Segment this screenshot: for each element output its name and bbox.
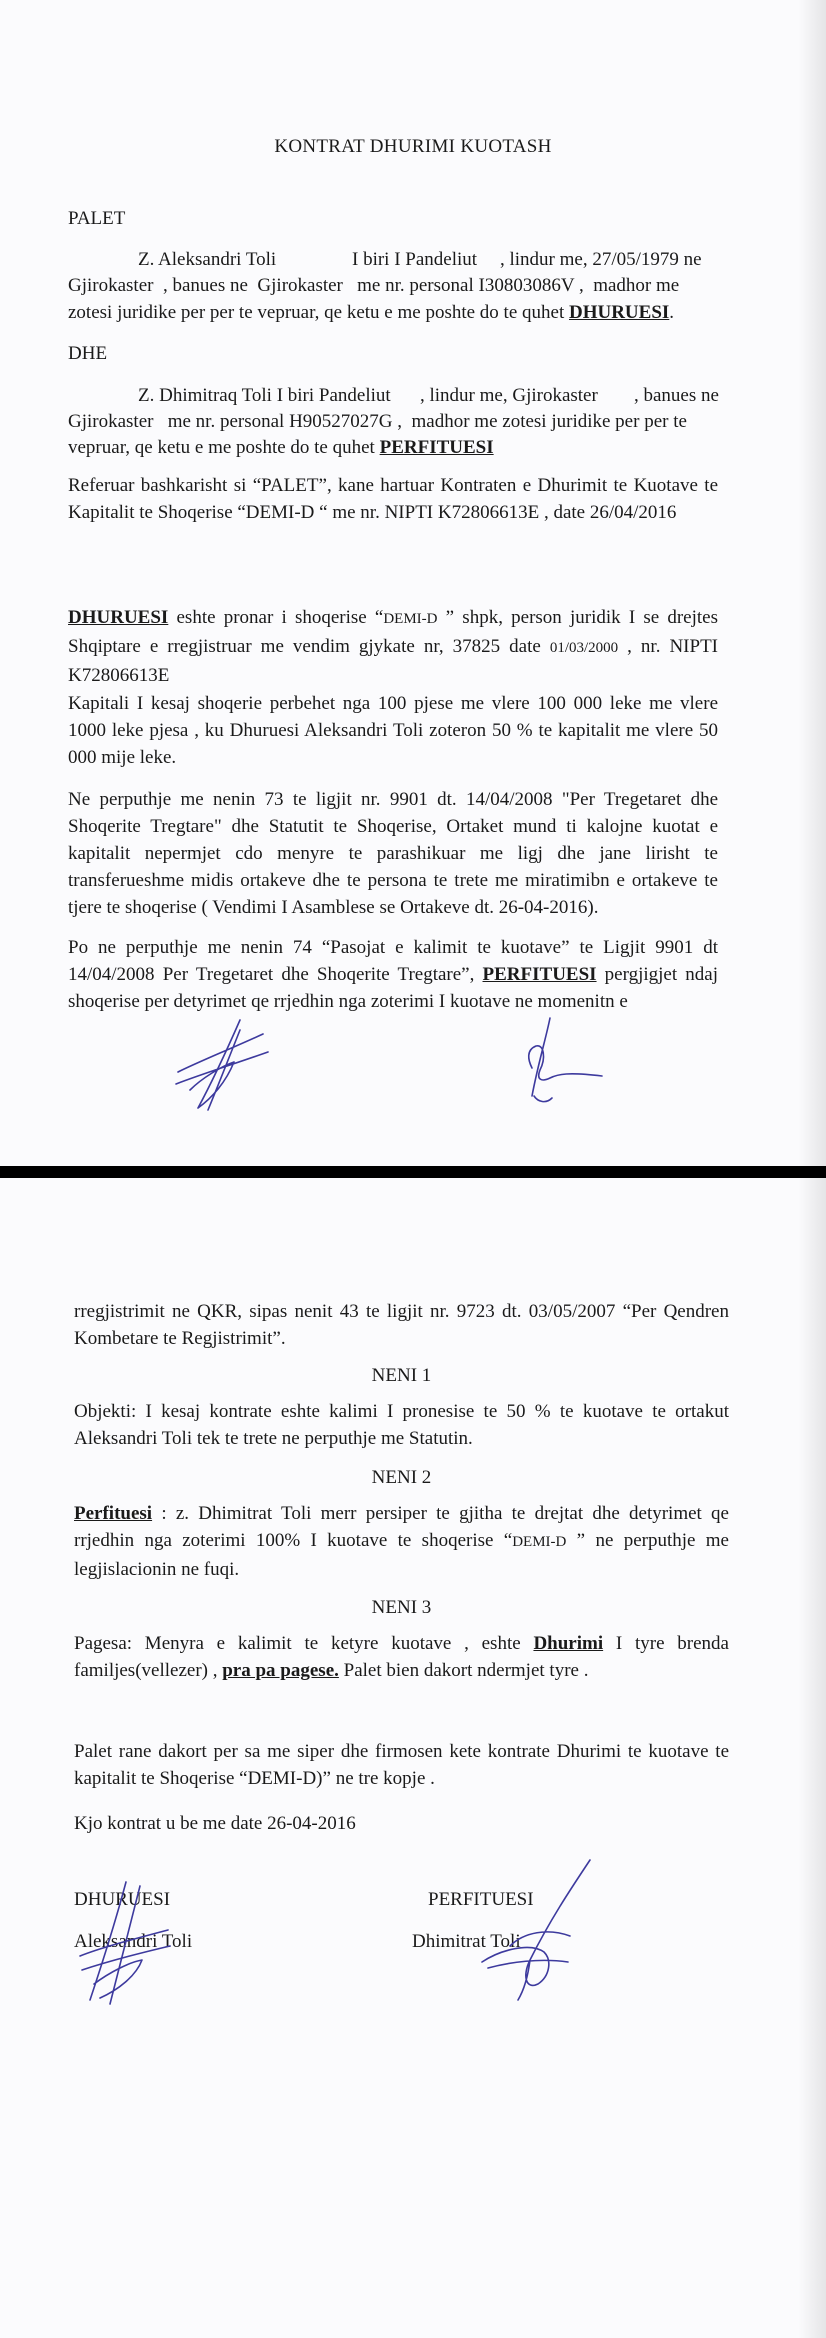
neni3-text-2: I tyre brenda familjes(vellezer) , bbox=[74, 1633, 729, 1681]
dhe-separator: DHE bbox=[68, 343, 108, 364]
neni1-paragraph: Objekti: I kesaj kontrate eshte kalimi I pronesise te 50 % te kuotave te ortakut Aleksandri Toli tek te trete ne perputhje me Statutin. bbox=[74, 1401, 729, 1449]
dhuruesi-company: DEMI-D bbox=[383, 611, 438, 627]
party1-line3 bbox=[68, 299, 674, 326]
party2-line3-text: vepruar, qe ketu e me poshte do te quhet bbox=[68, 437, 375, 458]
dhuruesi-date: 01/03/2000 bbox=[549, 640, 619, 656]
referuar-paragraph: Referuar bashkarisht si “PALET”, kane hartuar Kontraten e Dhurimit te Kuotave te Kapitalit te Shoqerise “DEMI-D “ me nr. NIPTI K72806613E , date 26/04/2016 bbox=[68, 475, 718, 523]
neni2-text-1: : z. Dhimitrat Toli merr persiper te gjitha te drejtat dhe detyrimet qe rrjedhin nga zoterimi 100% I kuotave te shoqerise “ bbox=[74, 1503, 729, 1551]
party2-resident: , banues ne bbox=[634, 385, 719, 406]
signature-right-name: Dhimitrat Toli bbox=[412, 1931, 521, 1952]
signature-left-role: DHURUESI bbox=[74, 1889, 171, 1910]
neni74-paragraph bbox=[68, 934, 718, 1015]
page-edge-shadow bbox=[798, 1178, 826, 2338]
neni2-text-2: ” ne perputhje me legjislacionin ne fuqi. bbox=[74, 1530, 729, 1580]
party2-name: Z. Dhimitraq Toli I biri Pandeliut bbox=[138, 385, 391, 406]
dhuruesi-role: DHURUESI bbox=[68, 607, 169, 628]
signature-perfituesi-page2 bbox=[470, 1850, 610, 2010]
signature-left-name: Aleksandri Toli bbox=[74, 1931, 193, 1952]
party2-line3 bbox=[68, 434, 494, 461]
neni74-role: PERFITUESI bbox=[482, 964, 597, 985]
neni3-dhurimi: Dhurimi bbox=[533, 1633, 604, 1654]
dhuruesi-paragraph bbox=[68, 604, 718, 689]
neni2-heading: NENI 2 bbox=[371, 1467, 432, 1488]
party1-role: DHURUESI bbox=[568, 302, 670, 323]
party1-father: I biri I Pandeliut bbox=[352, 249, 478, 270]
dhuruesi-text-3: , nr. NIPTI K72806613E bbox=[68, 636, 719, 686]
signature-dhuruesi-page2 bbox=[70, 1872, 180, 2012]
neni2-company: DEMI-D bbox=[512, 1534, 567, 1550]
neni3-heading: NENI 3 bbox=[371, 1597, 432, 1618]
party2-role: PERFITUESI bbox=[379, 437, 494, 458]
dhuruesi-text-1: eshte pronar i shoqerise “ bbox=[168, 607, 384, 628]
contract-page-1 bbox=[0, 0, 826, 1166]
neni3-pra-pa-pagese: pra pa pagese. bbox=[222, 1660, 339, 1681]
party2-born: , lindur me, Gjirokaster bbox=[420, 385, 598, 406]
neni3-paragraph bbox=[74, 1630, 729, 1684]
kapitali-paragraph: Kapitali I kesaj shoqerie perbehet nga 100 pjese me vlere 100 000 leke me vlere 1000 leke pjesa , ku Dhuruesi Aleksandri Toli zoteron 50 % te kapitalit me vlere 50 000 mije leke. bbox=[68, 693, 718, 768]
signature-perfituesi-page1 bbox=[498, 1008, 608, 1118]
page-edge-shadow bbox=[798, 0, 826, 1166]
neni1-heading: NENI 1 bbox=[371, 1365, 432, 1386]
signature-right-role: PERFITUESI bbox=[428, 1889, 534, 1910]
contract-date-line: Kjo kontrat u be me date 26-04-2016 bbox=[74, 1813, 356, 1834]
continuation-paragraph: rregjistrimit ne QKR, sipas nenit 43 te ligjit nr. 9723 dt. 03/05/2007 “Per Qendren Kombetare te Regjistrimit”. bbox=[74, 1301, 729, 1349]
neni2-paragraph bbox=[74, 1500, 729, 1583]
neni2-label: Perfituesi bbox=[74, 1503, 153, 1524]
contract-page-2 bbox=[0, 1178, 826, 2338]
neni3-text-3: Palet bien dakort ndermjet tyre . bbox=[338, 1660, 589, 1681]
party1-end: . bbox=[669, 302, 675, 323]
agreement-paragraph: Palet rane dakort per sa me siper dhe firmosen kete kontrate Dhurimi te kuotave te kapitalit te Shoqerise “DEMI-D)” ne tre kopje . bbox=[74, 1741, 729, 1789]
party1-line2: Gjirokaster , banues ne Gjirokaster me nr. personal I30803086V , madhor me bbox=[68, 275, 680, 296]
signature-dhuruesi-page1 bbox=[168, 1012, 278, 1122]
neni74-text-2: pergjigjet ndaj shoqerise per detyrimet qe rrjedhin nga zoterimi I kuotave ne momenitn e bbox=[68, 964, 718, 1012]
palet-heading: PALET bbox=[68, 208, 126, 229]
contract-title: KONTRAT DHURIMI KUOTASH bbox=[274, 136, 552, 157]
party2-line2: Gjirokaster me nr. personal H90527027G , madhor me zotesi juridike per per te bbox=[68, 411, 687, 432]
dhuruesi-text-2: ” shpk, person juridik I se drejtes Shqiptare e rregjistruar me vendim gjykate nr, 37825 date bbox=[68, 607, 718, 657]
neni74-text-1: Po ne perputhje me nenin 74 “Pasojat e kalimit te kuotave” te Ligjit 9901 dt 14/04/2008 Per Tregetaret dhe Shoqerite Tregtare”, bbox=[68, 937, 718, 985]
party1-line3-text: zotesi juridike per per te vepruar, qe ketu e me poshte do te quhet bbox=[68, 302, 565, 323]
party1-name: Z. Aleksandri Toli bbox=[138, 249, 277, 270]
neni3-text-1: Pagesa: Menyra e kalimit te ketyre kuotave , eshte bbox=[74, 1633, 534, 1654]
party1-born: , lindur me, 27/05/1979 ne bbox=[500, 249, 702, 270]
neni73-paragraph: Ne perputhje me nenin 73 te ligjit nr. 9901 dt. 14/04/2008 "Per Tregetaret dhe Shoqerite Tregtare" dhe Statutit te Shoqerise, Ortaket mund ti kalojne kuotat e kapitalit nepermjet cdo menyre te parashikuar me ligj dhe jane lirisht te transferueshme midis ortakeve dhe te persona te trete me miratimibn e ortakeve te tjere te shoqerise ( Vendimi I Asamblese se Ortakeve dt. 26-04-2016). bbox=[68, 789, 718, 918]
